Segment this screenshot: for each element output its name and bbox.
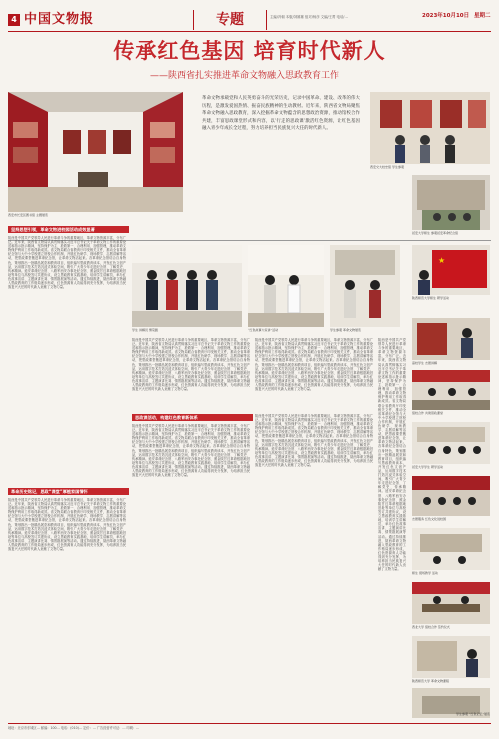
intro-paragraph: 革命文物承载党和人民英勇奋斗的光荣历史，记录中国革命、建设、改革的伟大历程，是激发爱国热情、振奋民族精神的生动教材。近年来，陕西省文物局聚焦革命文物融入思政教育，深入挖掘革命文物蕴含的思想政治资源，推动馆校合作共建，丰富思政课堂形式和内容，以‘行走的思政课’激活红色资源，让红色基因融入青少年成长全过程，努力培养担当民族复兴大任的时代新人。 — [202, 96, 360, 132]
visitors-photo — [370, 92, 490, 164]
cooperation-photo — [412, 370, 490, 410]
caption-yanan: 延安大学师生 参观延安革命纪念馆 — [412, 231, 458, 235]
right-narrow-text: 陕西是中国共产党领导人民进行革命斗争的重要地区，革命文物资源丰富，分布广泛。近年来，陕西省文物局认真贯彻落实习近平总书记关于革命文物工作的重要论述和指示批示精神，坚持保护为主、抢救第一、合理利用、加强管理，推动革命文物保护利用工作取得新成效。省文物局联合省教育厅印发相关文件，推动全省革命纪念馆与大中小学校建立馆校合作机制，开展红色研学、现场教学、志愿讲解等活动，把思政课堂搬进革命纪念馆，让革命文物活起来。各革命纪念馆结合自身特色，策划推出一批精品展览和教育项目，组织编写思政教育读本，开发红色文创产品，运用数字技术打造沉浸式体验空间，吸引广大青少年走进纪念馆、了解党史、传承精神。延安革命纪念馆、八路军西安办事处纪念馆、照金陕甘边革命根据地旧址等单位与高校签订共建协议，设立思政教育实践基地，培训学生讲解员，举办红色故事宣讲、主题演讲比赛、情景剧展演等活动。通过持续推进，陕西革命文物融入思政教育的工作格局逐步形成，红色资源育人功能得到充分发挥，为培养担当民族复兴大任的时代新人贡献了文物力量。 — [378, 338, 406, 572]
caption-volunteer: 高校学生 志愿讲解 — [412, 361, 437, 365]
center-column-text-1: 陕西是中国共产党领导人民进行革命斗争的重要地区，革命文物资源丰富，分布广泛。近年来，陕西省文物局认真贯彻落实习近平总书记关于革命文物工作的重要论述和指示批示精神，坚持保护为主、抢救第一、合理利用、加强管理，推动革命文物保护利用工作取得新成效。省文物局联合省教育厅印发相关文件，推动全省革命纪念馆与大中小学校建立馆校合作机制，开展红色研学、现场教学、志愿讲解等活动，把思政课堂搬进革命纪念馆，让革命文物活起来。各革命纪念馆结合自身特色，策划推出一批精品展览和教育项目，组织编写思政教育读本，开发红色文创产品，运用数字技术打造沉浸式体验空间，吸引广大青少年走进纪念馆、了解党史、传承精神。延安革命纪念馆、八路军西安办事处纪念馆、照金陕甘边革命根据地旧址等单位与高校签订共建协议，设立思政教育实践基地，培训学生讲解员，举办红色故事宣讲、主题演讲比赛、情景剧展演等活动。通过持续推进，陕西革命文物融入思政教育的工作格局逐步形成，红色资源育人功能得到充分发挥，为培养担当民族复兴大任的时代新人贡献了文物力量。 — [132, 338, 250, 392]
caption-study-tour: 延安大学学生 研学活动 — [412, 465, 443, 469]
editor-meta: 主编/冯朝 本版/刘雄雄 组对/杨彦 文编/王菁 电话/… — [270, 15, 348, 19]
campus-event-photo — [412, 476, 490, 516]
subheadline: ——陕西省扎实推进革命文物融入思政教育工作 — [150, 71, 340, 81]
caption-visitors: 西安交大校史馆 学生参观 — [370, 165, 404, 169]
caption-exhibition-visit: 学生参观 革命文物展览 — [330, 328, 361, 332]
caption-storytelling: “红色故事大家讲”活动 — [248, 328, 279, 332]
masthead — [8, 10, 491, 32]
caption-student-guides: 学生 讲解员 情景剧 — [132, 328, 158, 332]
caption-field-teaching: 师生 现场教学 活动 — [412, 571, 438, 575]
page-number: 4 — [8, 14, 20, 26]
caption-campus-event: 志愿服务 红色文化进校园 — [412, 517, 446, 521]
caption-flag: 陕西师范大学师生 研学活动 — [412, 296, 449, 300]
issue-date: 2023年10月10日 — [422, 13, 470, 19]
masthead-rule — [8, 31, 491, 32]
headline: 传承红色基因 培育时代新人 — [113, 38, 386, 63]
center-column-text-2: 陕西是中国共产党领导人民进行革命斗争的重要地区，革命文物资源丰富，分布广泛。近年来，陕西省文物局认真贯彻落实习近平总书记关于革命文物工作的重要论述和指示批示精神，坚持保护为主、抢救第一、合理利用、加强管理，推动革命文物保护利用工作取得新成效。省文物局联合省教育厅印发相关文件，推动全省革命纪念馆与大中小学校建立馆校合作机制，开展红色研学、现场教学、志愿讲解等活动，把思政课堂搬进革命纪念馆，让革命文物活起来。各革命纪念馆结合自身特色，策划推出一批精品展览和教育项目，组织编写思政教育读本，开发红色文创产品，运用数字技术打造沉浸式体验空间，吸引广大青少年走进纪念馆、了解党史、传承精神。延安革命纪念馆、八路军西安办事处纪念馆、照金陕甘边革命根据地旧址等单位与高校签订共建协议，设立思政教育实践基地，培训学生讲解员，举办红色故事宣讲、主题演讲比赛、情景剧展演等活动。通过持续推进，陕西革命文物融入思政教育的工作格局逐步形成，红色资源育人功能得到充分发挥，为培养担当民族复兴大任的时代新人贡献了文物力量。 — [255, 338, 373, 392]
svg-text:★: ★ — [438, 256, 446, 265]
flag-photo — [412, 245, 490, 295]
signing-photo — [412, 582, 490, 624]
section-heading-1: 坚持思想引领，革命文物进校园活动成效显著 — [8, 226, 129, 233]
student-guides-photo — [132, 245, 242, 327]
footer-rule — [8, 723, 491, 724]
storytelling-photo — [248, 245, 324, 327]
newspaper-logo: 中国文物报 — [24, 12, 95, 27]
course-photo — [412, 636, 490, 678]
center-column-text-3: 陕西是中国共产党领导人民进行革命斗争的重要地区，革命文物资源丰富，分布广泛。近年来，陕西省文物局认真贯彻落实习近平总书记关于革命文物工作的重要论述和指示批示精神，坚持保护为主、抢救第一、合理利用、加强管理，推动革命文物保护利用工作取得新成效。省文物局联合省教育厅印发相关文件，推动全省革命纪念馆与大中小学校建立馆校合作机制，开展红色研学、现场教学、志愿讲解等活动，把思政课堂搬进革命纪念馆，让革命文物活起来。各革命纪念馆结合自身特色，策划推出一批精品展览和教育项目，组织编写思政教育读本，开发红色文创产品，运用数字技术打造沉浸式体验空间，吸引广大青少年走进纪念馆、了解党史、传承精神。延安革命纪念馆、八路军西安办事处纪念馆、照金陕甘边革命根据地旧址等单位与高校签订共建协议，设立思政教育实践基地，培训学生讲解员，举办红色故事宣讲、主题演讲比赛、情景剧展演等活动。通过持续推进，陕西革命文物融入思政教育的工作格局逐步形成，红色资源育人功能得到充分发挥，为培养担当民族复兴大任的时代新人贡献了文物力量。 — [132, 424, 250, 478]
issue-weekday: 星期二 — [474, 13, 491, 19]
exhibition-visit-photo — [330, 245, 400, 327]
caption-museum-base: 学生参观 “红色记忆”展览 — [455, 712, 490, 716]
caption-course: 陕西师范大学 革命文物课程 — [412, 679, 449, 683]
volunteer-photo — [412, 318, 490, 360]
section-title: 专题 — [193, 10, 267, 30]
caption-signing: 西北大学 馆校合作 签约仪式 — [412, 625, 450, 629]
center-column-text-4: 陕西是中国共产党领导人民进行革命斗争的重要地区，革命文物资源丰富，分布广泛。近年来，陕西省文物局认真贯彻落实习近平总书记关于革命文物工作的重要论述和指示批示精神，坚持保护为主、抢救第一、合理利用、加强管理，推动革命文物保护利用工作取得新成效。省文物局联合省教育厅印发相关文件，推动全省革命纪念馆与大中小学校建立馆校合作机制，开展红色研学、现场教学、志愿讲解等活动，把思政课堂搬进革命纪念馆，让革命文物活起来。各革命纪念馆结合自身特色，策划推出一批精品展览和教育项目，组织编写思政教育读本，开发红色文创产品，运用数字技术打造沉浸式体验空间，吸引广大青少年走进纪念馆、了解党史、传承精神。延安革命纪念馆、八路军西安办事处纪念馆、照金陕甘边革命根据地旧址等单位与高校签订共建协议，设立思政教育实践基地，培训学生讲解员，举办红色故事宣讲、主题演讲比赛、情景剧展演等活动。通过持续推进，陕西革命文物融入思政教育的工作格局逐步形成，红色资源育人功能得到充分发挥，为培养担当民族复兴大任的时代新人贡献了文物力量。 — [255, 414, 373, 468]
yanan-photo — [412, 175, 490, 230]
caption-exhibition-hall: 西安市长安区图书馆 主题展览 — [8, 213, 48, 217]
section-heading-3: 思政课活动，构建红色教育新体系 — [132, 414, 253, 421]
left-column-text-1: 陕西是中国共产党领导人民进行革命斗争的重要地区，革命文物资源丰富，分布广泛。近年来，陕西省文物局认真贯彻落实习近平总书记关于革命文物工作的重要论述和指示批示精神，坚持保护为主、抢救第一、合理利用、加强管理，推动革命文物保护利用工作取得新成效。省文物局联合省教育厅印发相关文件，推动全省革命纪念馆与大中小学校建立馆校合作机制，开展红色研学、现场教学、志愿讲解等活动，把思政课堂搬进革命纪念馆，让革命文物活起来。各革命纪念馆结合自身特色，策划推出一批精品展览和教育项目，组织编写思政教育读本，开发红色文创产品，运用数字技术打造沉浸式体验空间，吸引广大青少年走进纪念馆、了解党史、传承精神。延安革命纪念馆、八路军西安办事处纪念馆、照金陕甘边革命根据地旧址等单位与高校签订共建协议，设立思政教育实践基地，培训学生讲解员，举办红色故事宣讲、主题演讲比赛、情景剧展演等活动。通过持续推进，陕西革命文物融入思政教育的工作格局逐步形成，红色资源育人功能得到充分发挥，为培养担当民族复兴大任的时代新人贡献了文物力量。 — [8, 236, 126, 290]
caption-cooperation: 馆校合作 共建思政课堂 — [412, 411, 443, 415]
footer-info: 地址：北京市东城区… 邮编：100… 电话：(010)… 定价：… 广告经营许可证：… 印刷：… — [8, 726, 140, 730]
left-column-text-2: 陕西是中国共产党领导人民进行革命斗争的重要地区，革命文物资源丰富，分布广泛。近年来，陕西省文物局认真贯彻落实习近平总书记关于革命文物工作的重要论述和指示批示精神，坚持保护为主、抢救第一、合理利用、加强管理，推动革命文物保护利用工作取得新成效。省文物局联合省教育厅印发相关文件，推动全省革命纪念馆与大中小学校建立馆校合作机制，开展红色研学、现场教学、志愿讲解等活动，把思政课堂搬进革命纪念馆，让革命文物活起来。各革命纪念馆结合自身特色，策划推出一批精品展览和教育项目，组织编写思政教育读本，开发红色文创产品，运用数字技术打造沉浸式体验空间，吸引广大青少年走进纪念馆、了解党史、传承精神。延安革命纪念馆、八路军西安办事处纪念馆、照金陕甘边革命根据地旧址等单位与高校签订共建协议，设立思政教育实践基地，培训学生讲解员，举办红色故事宣讲、主题演讲比赛、情景剧展演等活动。通过持续推进，陕西革命文物融入思政教育的工作格局逐步形成，红色资源育人功能得到充分发挥，为培养担当民族复兴大任的时代新人贡献了文物力量。 — [8, 498, 126, 552]
field-teaching-photo — [412, 528, 490, 570]
study-tour-photo — [412, 422, 490, 464]
section-heading-2: 革命历史铭记，思政“课堂”厚植家国情怀 — [8, 488, 129, 495]
exhibition-hall-photo — [8, 92, 183, 212]
